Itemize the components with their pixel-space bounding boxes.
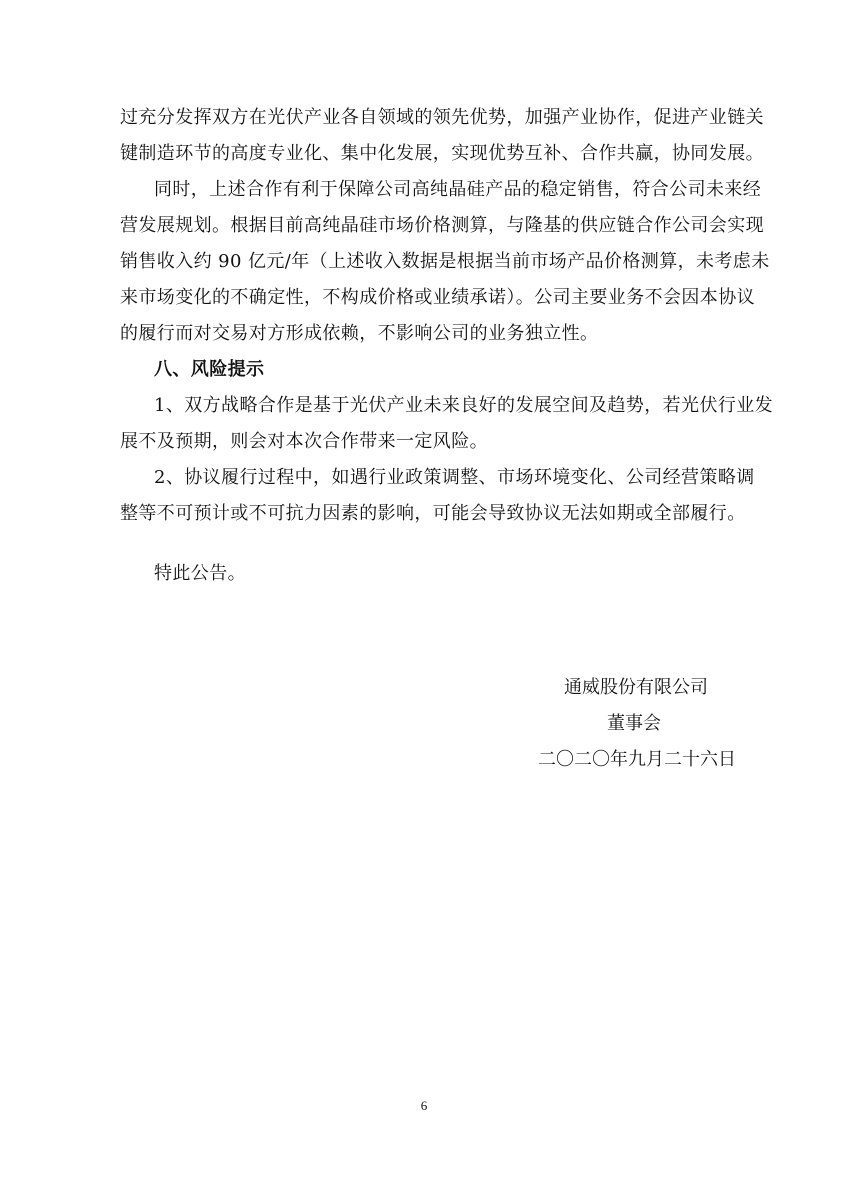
- paragraph-2-line-1: 同时，上述合作有利于保障公司高纯晶硅产品的稳定销售，符合公司未来经: [154, 179, 762, 200]
- page-number: 6: [420, 1098, 428, 1113]
- paragraph-2-line-5: 的履行而对交易对方形成依赖，不影响公司的业务独立性。: [120, 323, 599, 344]
- signature-date: 二〇二〇年九月二十六日: [538, 749, 736, 770]
- paragraph-2-line-4: 来市场变化的不确定性，不构成价格或业绩承诺）。公司主要业务不会因本协议: [120, 287, 755, 308]
- risk-2-line-1: 2、协议履行过程中，如遇行业政策调整、市场环境变化、公司经营策略调: [154, 467, 755, 488]
- closing-statement: 特此公告。: [154, 563, 246, 584]
- signature-board: 董事会: [607, 713, 661, 734]
- risk-2-line-2: 整等不可预计或不可抗力因素的影响，可能会导致协议无法如期或全部履行。: [120, 503, 746, 524]
- risk-1-line-2: 展不及预期，则会对本次合作带来一定风险。: [120, 431, 488, 452]
- paragraph-2-line-3: 销售收入约 90 亿元/年（上述收入数据是根据当前市场产品价格测算，未考虑未: [120, 251, 770, 272]
- paragraph-1-line-1: 过充分发挥双方在光伏产业各自领域的领先优势，加强产业协作，促进产业链关: [120, 107, 764, 128]
- signature-company: 通威股份有限公司: [564, 677, 708, 698]
- risk-1-line-1: 1、双方战略合作是基于光伏产业未来良好的发展空间及趋势，若光伏行业发: [154, 395, 774, 416]
- paragraph-1-line-2: 键制造环节的高度专业化、集中化发展，实现优势互补、合作共赢，协同发展。: [120, 143, 764, 164]
- paragraph-2-line-2: 营发展规划。根据目前高纯晶硅市场价格测算，与隆基的供应链合作公司会实现: [120, 215, 764, 236]
- section-heading: 八、风险提示: [154, 359, 265, 380]
